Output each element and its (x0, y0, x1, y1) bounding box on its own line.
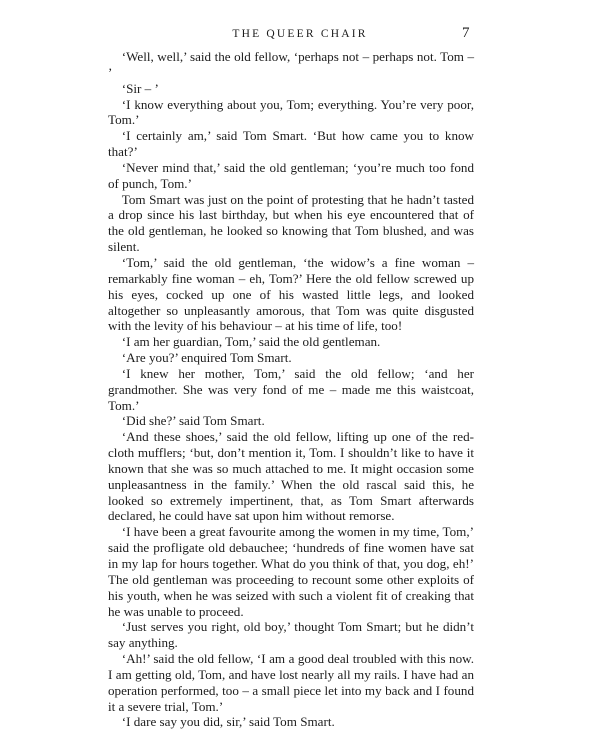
paragraph: ‘Tom,’ said the old gentleman, ‘the widow’s a fine woman – remarkably fine woman – eh, Tom?’ Here the old fellow screwed up his eyes, cocked up one of his wasted little legs, and looked altogether so unpleasantly amorous, that Tom was quite disgusted with the levity of his behaviour – at his time of life, too! (108, 254, 474, 334)
paragraph: ‘Sir – ’ (121, 80, 159, 96)
paragraph: ‘I knew her mother, Tom,’ said the old fellow; ‘and her grandmother. She was very fond of me – made me this waistcoat, Tom.’ (108, 365, 474, 413)
paragraph: Tom Smart was just on the point of protesting that he hadn’t tasted a drop since his last birthday, but when his eye encountered that of the old gentleman, he looked so knowing that Tom blushed, and was silent. (108, 191, 474, 255)
running-head: THE QUEER CHAIR (232, 28, 368, 40)
paragraph: ‘Never mind that,’ said the old gentleman; ‘you’re much too fond of punch, Tom.’ (108, 159, 474, 191)
paragraph: ‘I dare say you did, sir,’ said Tom Smart. (121, 714, 335, 730)
paragraph: ‘And these shoes,’ said the old fellow, lifting up one of the red-cloth mufflers; ‘but, don’t mention it, Tom. I shouldn’t like to have it known that she was so much attached to me. It might occasion some unpleasantness in the family.’ When the old rascal said this, he looked so extremely impertinent, that, as Tom Smart afterwards declared, he could have sat upon him without remorse. (108, 429, 474, 524)
paragraph: ‘Did she?’ said Tom Smart. (121, 413, 265, 429)
paragraph: ‘I certainly am,’ said Tom Smart. ‘But how came you to know that?’ (108, 128, 474, 160)
paragraph: ‘Just serves you right, old boy,’ thought Tom Smart; but he didn’t say anything. (108, 619, 474, 651)
paragraph: ‘Well, well,’ said the old fellow, ‘perhaps not – perhaps not. Tom – ’ (108, 49, 474, 80)
paragraph: ‘I have been a great favourite among the women in my time, Tom,’ said the profligate old debauchee; ‘hundreds of fine women have sat in my lap for hours together. What do you think of that, you dog, eh!’ The old gentleman was proceeding to recount some other exploits of his youth, when he was seized with such a violent fit of creaking that he was unable to proceed. (108, 524, 474, 619)
paragraph: ‘Are you?’ enquired Tom Smart. (121, 350, 292, 366)
paragraph: ‘Ah!’ said the old fellow, ‘I am a good deal troubled with this now. I am getting old, Tom, and have lost nearly all my rails. I have had an operation performed, too – a small piece let into my back and I found it a severe trial, Tom.’ (108, 651, 474, 714)
page-number: 7 (462, 25, 470, 41)
body-text (108, 49, 474, 730)
paragraph: ‘I am her guardian, Tom,’ said the old gentleman. (121, 334, 381, 350)
paragraph: ‘I know everything about you, Tom; everything. You’re very poor, Tom.’ (108, 96, 474, 128)
